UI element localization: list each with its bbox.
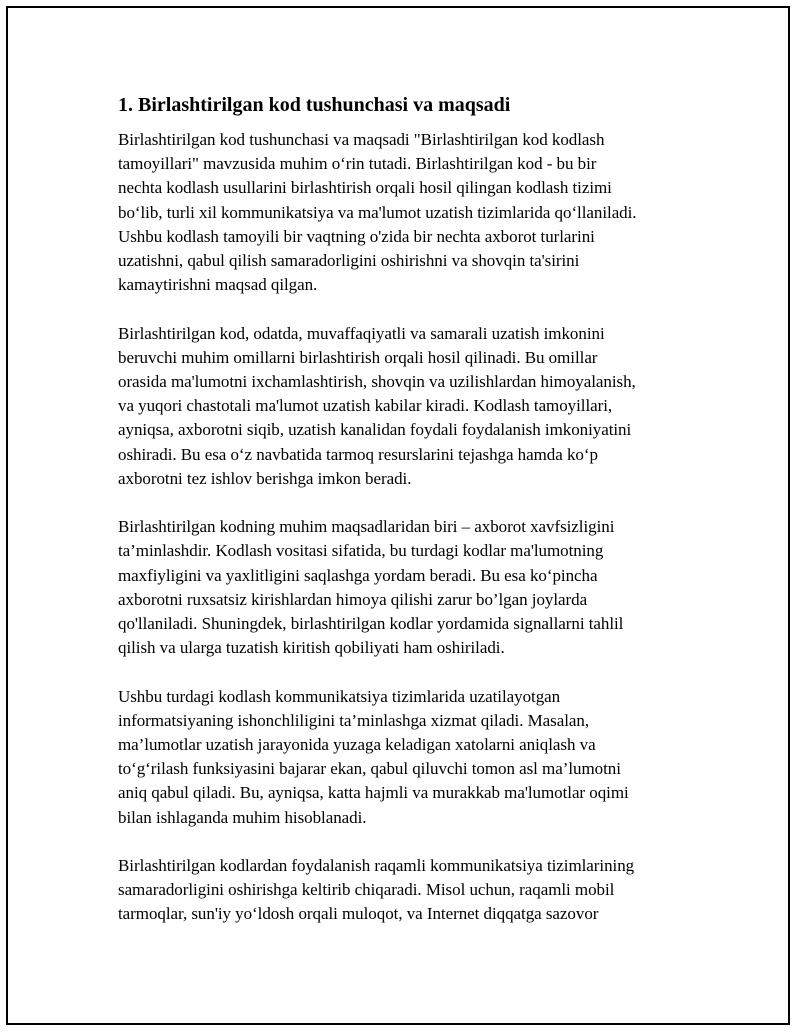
text-line: va yuqori chastotali ma'lumot uzatish kabilar kiradi. Kodlash tamoyillari, [118,396,613,416]
text-line: informatsiyaning ishonchliligini ta’minlashga xizmat qiladi. Masalan, [118,710,590,730]
paragraph-3 [118,515,693,660]
paragraph-1 [118,128,693,297]
text-line: maxfiyligini va yaxlitligini saqlashga yordam beradi. Bu esa ko‘pincha [118,565,598,585]
text-line: nechta kodlash usullarini birlashtirish orqali hosil qilingan kodlash tizimi [118,178,612,198]
paragraph-5 [118,854,693,927]
section-heading: 1. Birlashtirilgan kod tushunchasi va maqsadi [118,94,511,116]
text-line: uzatishni, qabul qilish samaradorligini oshirishni va shovqin ta'sirini [118,251,580,271]
text-line: qilish va ularga tuzatish kiritish qobiliyati ham oshiriladi. [118,638,505,658]
text-line: Birlashtirilgan kodlardan foydalanish raqamli kommunikatsiya tizimlarining [118,856,635,876]
text-line: samaradorligini oshirishga keltirib chiqaradi. Misol uchun, raqamli mobil [118,880,615,900]
text-line: ma’lumotlar uzatish jarayonida yuzaga keladigan xatolarni aniqlash va [118,735,596,755]
document-body [118,92,693,951]
text-line: Birlashtirilgan kodning muhim maqsadlaridan biri – axborot xavfsizligini [118,517,615,537]
text-line: bilan ishlaganda muhim hisoblanadi. [118,807,367,827]
text-line: kamaytirishni maqsad qilgan. [118,275,318,295]
text-line: tarmoqlar, sun'iy yo‘ldosh orqali muloqot, va Internet diqqatga sazovor [118,904,599,924]
text-line: oshiradi. Bu esa o‘z navbatida tarmoq resurslarini tejashga hamda ko‘p [118,444,598,464]
text-line: aniq qabul qiladi. Bu, ayniqsa, katta hajmli va murakkab ma'lumotlar oqimi [118,783,629,803]
text-line: beruvchi muhim omillarni birlashtirish orqali hosil qilinadi. Bu omillar [118,347,598,367]
text-line: orasida ma'lumotni ixchamlashtirish, shovqin va uzilishlardan himoyalanish, [118,372,636,392]
text-line: to‘g‘rilash funksiyasini bajarar ekan, qabul qiluvchi tomon asl ma’lumotni [118,759,621,779]
text-line: Birlashtirilgan kod, odatda, muvaffaqiyatli va samarali uzatish imkonini [118,323,605,343]
paragraph-4 [118,685,693,830]
text-line: axborotni tez ishlov berishga imkon beradi. [118,468,412,488]
paragraph-2 [118,322,693,491]
text-line: Ushbu turdagi kodlash kommunikatsiya tizimlarida uzatilayotgan [118,686,561,706]
text-line: ayniqsa, axborotni siqib, uzatish kanalidan foydali foydalanish imkoniyatini [118,420,632,440]
text-line: Birlashtirilgan kod tushunchasi va maqsadi "Birlashtirilgan kod kodlash [118,130,605,149]
text-line: tamoyillari" mavzusida muhim o‘rin tutadi. Birlashtirilgan kod - bu bir [118,154,597,174]
text-line: Ushbu kodlash tamoyili bir vaqtning o'zida bir nechta axborot turlarini [118,226,595,246]
text-line: ta’minlashdir. Kodlash vositasi sifatida, bu turdagi kodlar ma'lumotning [118,541,604,561]
text-line: bo‘lib, turli xil kommunikatsiya va ma'lumot uzatish tizimlarida qo‘llaniladi. [118,202,637,222]
text-line: qo'llaniladi. Shuningdek, birlashtirilgan kodlar yordamida signallarni tahlil [118,614,624,634]
text-line: axborotni ruxsatsiz kirishlardan himoya qilishi zarur bo’lgan joylarda [118,589,588,609]
